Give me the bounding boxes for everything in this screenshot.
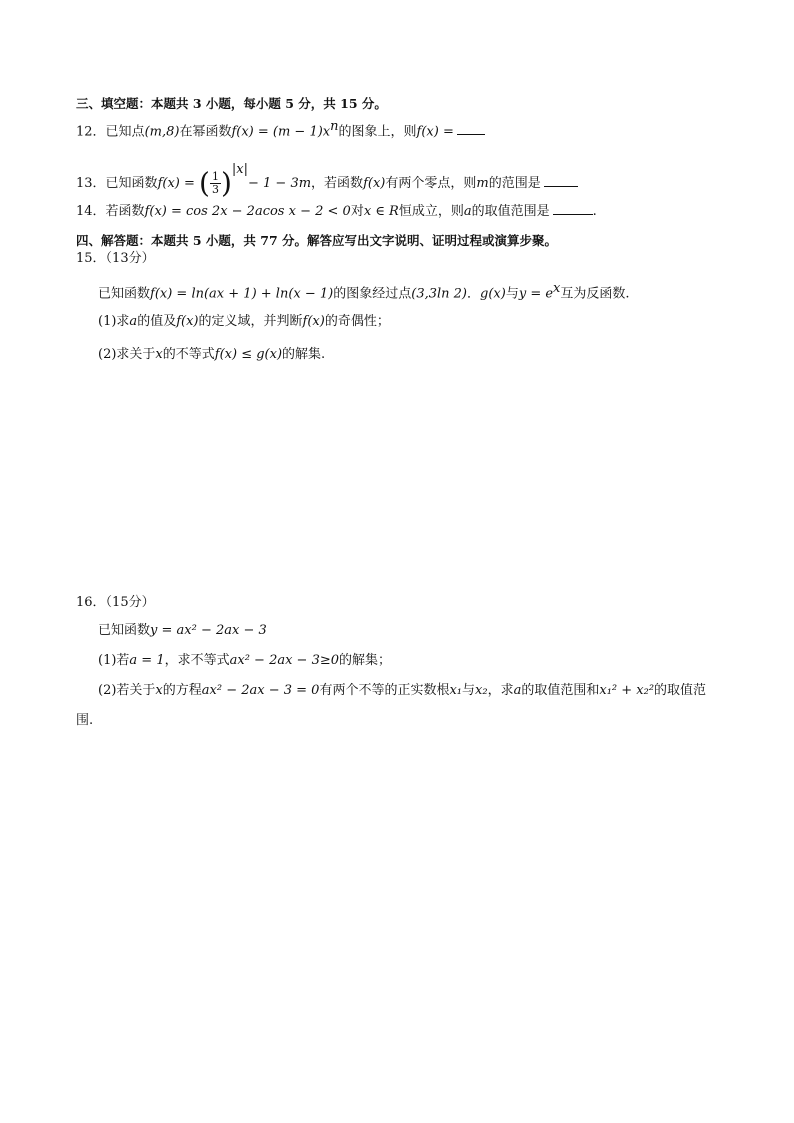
q16-p1-math-a: a = 1 — [129, 653, 165, 668]
question-13 — [76, 152, 578, 202]
q16-p2-g: 的取值范 — [654, 683, 707, 698]
q16-p1-a: (1)若 — [98, 653, 130, 668]
q12-text-b: 在幂函数 — [179, 124, 232, 140]
q15-p2-b: 的不等式 — [162, 347, 215, 362]
q15-p1-math-c: f(x) — [302, 314, 325, 329]
q15-p1-b: 的值及 — [137, 314, 177, 329]
q16-p2-math-c: x₁ — [449, 683, 463, 698]
q16-p2-b: 的方程 — [162, 683, 202, 698]
q15-p1-d: 的奇偶性； — [324, 314, 390, 329]
q14-text-d: 的取值范围是 — [471, 204, 550, 219]
q15-stem-math-a: f(x) = ln(ax + 1) + ln(x − 1) — [150, 286, 334, 302]
q13-fraction — [210, 171, 221, 196]
q15-p2-math-b: f(x) ≤ g(x) — [214, 347, 283, 362]
q14-tail: . — [592, 204, 597, 219]
q15-stem-math-c: g(x) — [480, 286, 506, 302]
q16-header: 16．（15分） — [76, 595, 155, 610]
q16-p1-math-b: ax² − 2ax − 3≥0 — [229, 653, 340, 668]
q16-p2-f: 的取值范围和 — [521, 683, 600, 698]
q14-text-c: 恒成立，则 — [398, 204, 464, 219]
q16-p2-math-d: x₂ — [475, 683, 488, 698]
q12-answer-blank — [457, 122, 485, 135]
q12-math-a: (m,8) — [144, 124, 180, 140]
q15-p2-math-a: x — [155, 347, 163, 362]
q15-p1-c: 的定义域，并判断 — [198, 314, 303, 329]
q14-math-c: a — [463, 204, 472, 219]
q16-p2-e: ，求 — [487, 683, 514, 698]
q15-stem-a: 已知函数 — [98, 286, 151, 302]
q13-math-d: m — [476, 176, 489, 191]
q15-stem-d: 与 — [505, 286, 519, 302]
q12-math-c: f(x) = — [416, 124, 454, 140]
q13-answer-blank — [544, 174, 578, 187]
q16-p2-math-e: a — [513, 683, 522, 698]
q16-stem — [98, 622, 267, 640]
q16-p2-c: 有两个不等的正实数根 — [319, 683, 450, 698]
section-4-heading: 四、解答题：本题共 5 小题，共 77 分。解答应写出文字说明、证明过程或演算步聚。 — [76, 233, 558, 248]
q13-math-b: − 1 − 3m — [247, 176, 312, 191]
q16-part-2 — [98, 682, 706, 700]
q16-p2-a: (2)若关于 — [98, 683, 156, 698]
q16-stem-math: y = ax² − 2ax − 3 — [150, 623, 267, 638]
q15-p2-a: (2)求关于 — [98, 347, 156, 362]
q12-math-b-sup: n — [330, 119, 339, 134]
q12-text-a: 已知点 — [105, 124, 145, 140]
q13-text-a: 已知函数 — [105, 176, 158, 191]
q13-text-d: 的范围是 — [488, 176, 541, 191]
q14-number: 14． — [76, 204, 106, 219]
q16-p2-d: 与 — [462, 683, 476, 698]
q13-number: 13． — [76, 176, 106, 191]
section-3-heading: 三、填空题：本题共 3 小题，每小题 5 分，共 15 分。 — [76, 96, 387, 111]
q14-math-b: x ∈ R — [363, 204, 399, 219]
q15-part-1 — [98, 313, 390, 331]
q16-p2-math-f: x₁² + x₂² — [599, 683, 655, 698]
q15-stem-b: 的图象经过点 — [333, 286, 412, 302]
q14-text-b: 对 — [350, 204, 364, 219]
q13-text-c: 有两个零点，则 — [385, 176, 477, 191]
q15-p2-c: 的解集. — [282, 347, 326, 362]
q16-p2-math-a: x — [155, 683, 163, 698]
q12-math-b: f(x) = (m − 1)x — [231, 124, 331, 140]
q15-header: 15．（13分） — [76, 251, 155, 266]
q13-frac-den: 3 — [211, 183, 219, 196]
q13-math-a: f(x) = — [157, 176, 195, 191]
q12-number: 12． — [76, 124, 106, 140]
q13-right-paren: ) — [220, 166, 232, 200]
q14-text-a: 若函数 — [105, 204, 145, 219]
q14-answer-blank — [553, 202, 593, 215]
q15-p1-a: (1)求 — [98, 314, 130, 329]
q13-math-c: f(x) — [363, 176, 386, 191]
question-14 — [76, 202, 597, 221]
q15-p1-math-b: f(x) — [176, 314, 199, 329]
q15-part-2 — [98, 346, 325, 364]
q15-stem-math-d-sup: x — [553, 281, 561, 296]
q16-p2-math-b: ax² − 2ax − 3 = 0 — [201, 683, 320, 698]
q16-part-2-continued: 围. — [76, 713, 94, 728]
q16-p1-b: ，求不等式 — [164, 653, 230, 668]
q15-stem — [98, 280, 630, 303]
q15-stem-math-b: (3,3ln 2) — [411, 286, 468, 302]
q12-text-c: 的图象上，则 — [338, 124, 417, 140]
question-12 — [76, 118, 485, 141]
q15-stem-math-d: y = e — [518, 286, 554, 302]
q15-p1-math-a: a — [129, 314, 138, 329]
q16-stem-a: 已知函数 — [98, 623, 151, 638]
q13-left-paren: ( — [199, 166, 210, 200]
q16-p1-c: 的解集； — [339, 653, 392, 668]
q15-stem-e: 互为反函数. — [560, 286, 630, 302]
q13-text-b: ，若函数 — [311, 176, 364, 191]
q14-math-a: f(x) = cos 2x − 2acos x − 2 < 0 — [144, 204, 351, 219]
q13-frac-num: 1 — [211, 170, 219, 183]
q13-exponent: |x| — [231, 162, 248, 177]
q16-part-1 — [98, 652, 391, 670]
q15-stem-c: ． — [467, 286, 481, 302]
